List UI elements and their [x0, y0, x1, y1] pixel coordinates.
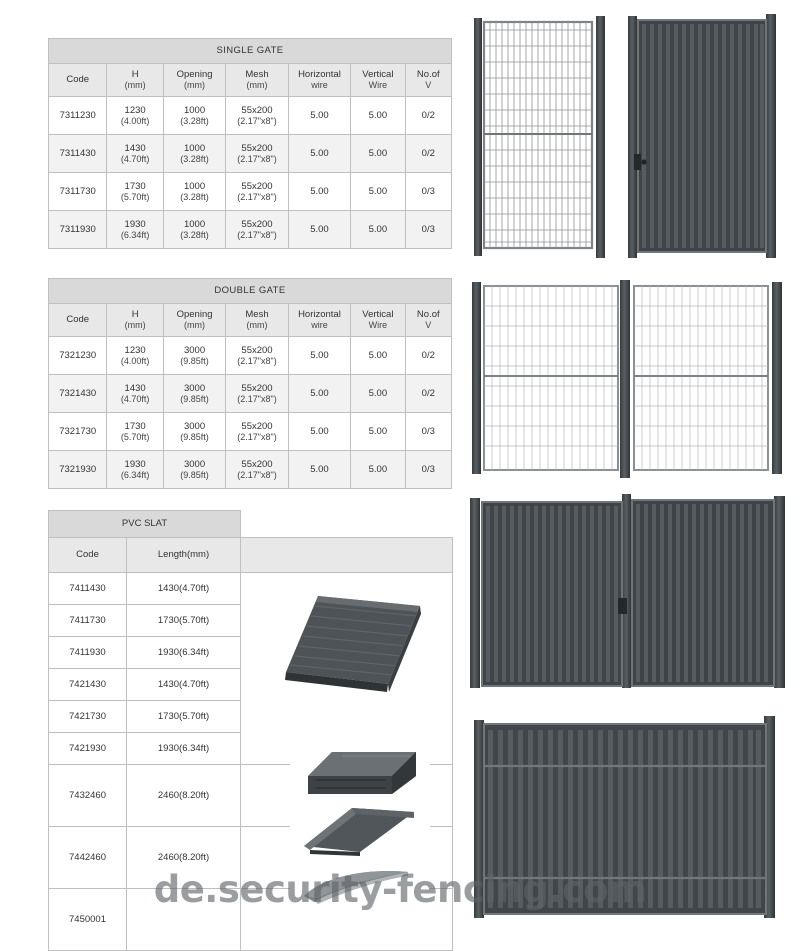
- cell-mesh: 55x200 (2.17"x8"): [226, 211, 288, 249]
- cell-code: 7450001: [49, 889, 127, 951]
- col-no-of-v: No.of V: [405, 64, 451, 97]
- cell-code: 7311930: [49, 211, 107, 249]
- cell-code: 7321930: [49, 451, 107, 489]
- cell-opening: 1000 (3.28ft): [163, 211, 225, 249]
- table-row: [49, 173, 452, 211]
- cell-vertical-wire: 5.00: [351, 211, 405, 249]
- cell-vertical-wire: 5.00: [351, 97, 405, 135]
- cell-horizontal-wire: 5.00: [288, 173, 350, 211]
- cell-mesh: 55x200 (2.17"x8"): [226, 375, 288, 413]
- table-row: [49, 135, 452, 173]
- cell-h: 1730 (5.70ft): [107, 173, 163, 211]
- col-horizontal-wire: Horizontal wire: [288, 64, 350, 97]
- slat-filled-double-gate-photo: [468, 490, 788, 690]
- table-row: [49, 375, 452, 413]
- cell-mesh: 55x200 (2.17"x8"): [226, 451, 288, 489]
- pvc-title-spacer: [241, 511, 453, 538]
- cell-horizontal-wire: 5.00: [288, 97, 350, 135]
- table-title-row: [49, 511, 453, 538]
- table-header-row: [49, 304, 452, 337]
- col-mesh: Mesh (mm): [226, 64, 288, 97]
- table-row: [49, 211, 452, 249]
- cell-no-of-v: 0/2: [405, 97, 451, 135]
- cell-length: 1730(5.70ft): [127, 701, 241, 733]
- cell-horizontal-wire: 5.00: [288, 135, 350, 173]
- pvc-slat-profile-photo: [290, 742, 430, 804]
- cell-code: 7442460: [49, 827, 127, 889]
- cell-mesh: 55x200 (2.17"x8"): [226, 135, 288, 173]
- cell-code: 7411930: [49, 637, 127, 669]
- cell-no-of-v: 0/2: [405, 135, 451, 173]
- cell-vertical-wire: 5.00: [351, 451, 405, 489]
- cell-horizontal-wire: 5.00: [288, 413, 350, 451]
- cell-vertical-wire: 5.00: [351, 413, 405, 451]
- cell-code: 7421730: [49, 701, 127, 733]
- pvc-slat-clip-photo: [290, 800, 430, 862]
- table-row: [49, 413, 452, 451]
- cell-opening: 3000 (9.85ft): [163, 337, 225, 375]
- cell-mesh: 55x200 (2.17"x8"): [226, 97, 288, 135]
- cell-horizontal-wire: 5.00: [288, 211, 350, 249]
- col-horizontal-wire: Horizontal wire: [288, 304, 350, 337]
- table-row: [49, 451, 452, 489]
- cell-no-of-v: 0/3: [405, 413, 451, 451]
- cell-code: 7311230: [49, 97, 107, 135]
- cell-h: 1930 (6.34ft): [107, 451, 163, 489]
- cell-length: 2460(8.20ft): [127, 765, 241, 827]
- cell-opening: 3000 (9.85ft): [163, 451, 225, 489]
- watermark: de.security-fencing.com: [153, 868, 647, 911]
- cell-opening: 3000 (9.85ft): [163, 375, 225, 413]
- cell-h: 1230 (4.00ft): [107, 97, 163, 135]
- table-row: [49, 97, 452, 135]
- single-gate-spec-table: [48, 38, 452, 249]
- table-header-row: [49, 64, 452, 97]
- col-vertical-wire: Vertical Wire: [351, 64, 405, 97]
- col-code: Code: [49, 64, 107, 97]
- pvc-slat-title: PVC SLAT: [49, 511, 241, 538]
- col-h: H (mm): [107, 64, 163, 97]
- single-gate-title: SINGLE GATE: [49, 39, 452, 64]
- cell-horizontal-wire: 5.00: [288, 375, 350, 413]
- cell-vertical-wire: 5.00: [351, 375, 405, 413]
- cell-mesh: 55x200 (2.17"x8"): [226, 173, 288, 211]
- cell-length: 2460(8.20ft): [127, 827, 241, 889]
- col-opening: Opening (mm): [163, 304, 225, 337]
- cell-code: 7311730: [49, 173, 107, 211]
- table-row: [49, 337, 452, 375]
- cell-opening: 1000 (3.28ft): [163, 97, 225, 135]
- cell-code: 7411730: [49, 605, 127, 637]
- pvc-slat-stack-photo: [270, 588, 440, 708]
- cell-code: 7321430: [49, 375, 107, 413]
- table-header-row: [49, 538, 453, 573]
- cell-code: 7432460: [49, 765, 127, 827]
- cell-code: 7411430: [49, 573, 127, 605]
- cell-mesh: 55x200 (2.17"x8"): [226, 337, 288, 375]
- cell-code: 7421430: [49, 669, 127, 701]
- cell-no-of-v: 0/3: [405, 173, 451, 211]
- cell-h: 1230 (4.00ft): [107, 337, 163, 375]
- single-gate-photo: [468, 8, 788, 258]
- cell-vertical-wire: 5.00: [351, 173, 405, 211]
- double-gate-photo: [468, 278, 788, 478]
- cell-length: 1930(6.34ft): [127, 637, 241, 669]
- col-no-of-v: No.of V: [405, 304, 451, 337]
- table-title-row: [49, 279, 452, 304]
- cell-h: 1430 (4.70ft): [107, 375, 163, 413]
- cell-opening: 1000 (3.28ft): [163, 173, 225, 211]
- col-mesh: Mesh (mm): [226, 304, 288, 337]
- col-opening: Opening (mm): [163, 64, 225, 97]
- cell-length: 1430(4.70ft): [127, 669, 241, 701]
- double-gate-spec-table: [48, 278, 452, 489]
- cell-code: 7311430: [49, 135, 107, 173]
- cell-opening: 1000 (3.28ft): [163, 135, 225, 173]
- col-code: Code: [49, 304, 107, 337]
- double-gate-title: DOUBLE GATE: [49, 279, 452, 304]
- table-title-row: [49, 39, 452, 64]
- cell-horizontal-wire: 5.00: [288, 451, 350, 489]
- cell-no-of-v: 0/3: [405, 451, 451, 489]
- cell-h: 1430 (4.70ft): [107, 135, 163, 173]
- cell-vertical-wire: 5.00: [351, 337, 405, 375]
- cell-h: 1730 (5.70ft): [107, 413, 163, 451]
- col-h: H (mm): [107, 304, 163, 337]
- col-length: Length(mm): [127, 538, 241, 573]
- col-code: Code: [49, 538, 127, 573]
- col-image: [241, 538, 453, 573]
- cell-h: 1930 (6.34ft): [107, 211, 163, 249]
- cell-mesh: 55x200 (2.17"x8"): [226, 413, 288, 451]
- cell-code: 7421930: [49, 733, 127, 765]
- cell-code: 7321730: [49, 413, 107, 451]
- col-vertical-wire: Vertical Wire: [351, 304, 405, 337]
- cell-no-of-v: 0/2: [405, 375, 451, 413]
- cell-horizontal-wire: 5.00: [288, 337, 350, 375]
- cell-opening: 3000 (9.85ft): [163, 413, 225, 451]
- cell-no-of-v: 0/3: [405, 211, 451, 249]
- cell-length: 1930(6.34ft): [127, 733, 241, 765]
- cell-no-of-v: 0/2: [405, 337, 451, 375]
- cell-vertical-wire: 5.00: [351, 135, 405, 173]
- cell-code: 7321230: [49, 337, 107, 375]
- cell-length: 1430(4.70ft): [127, 573, 241, 605]
- cell-length: 1730(5.70ft): [127, 605, 241, 637]
